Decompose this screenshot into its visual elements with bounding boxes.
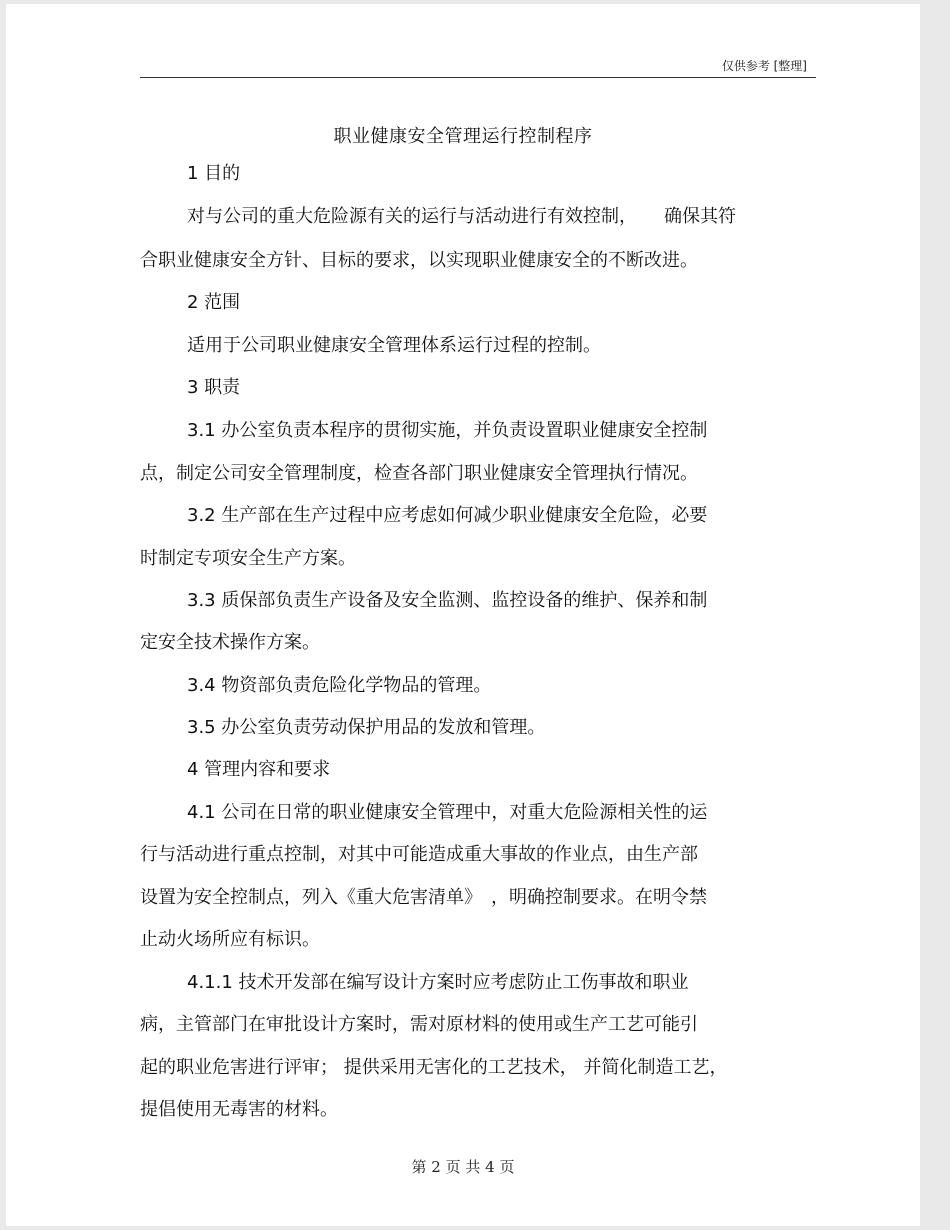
paragraph-line: 时制定专项安全生产方案。 <box>140 548 356 569</box>
paragraph-line: 止动火场所应有标识。 <box>140 929 320 950</box>
paragraph-line: 病，主管部门在审批设计方案时，需对原材料的使用或生产工艺可能引 <box>140 1014 698 1035</box>
paragraph-line: 对与公司的重大危险源有关的运行与活动进行有效控制， 确保其符 <box>187 206 736 227</box>
paragraph-line: 行与活动进行重点控制，对其中可能造成重大事故的作业点，由生产部 <box>140 844 698 865</box>
paragraph-line: 提倡使用无毒害的材料。 <box>140 1099 338 1120</box>
paragraph-line: 定安全技术操作方案。 <box>140 632 320 653</box>
paragraph-line: 3.4 物资部负责危险化学物品的管理。 <box>187 675 492 696</box>
section-heading: 4 管理内容和要求 <box>187 759 331 780</box>
paragraph-line: 3.1 办公室负责本程序的贯彻实施，并负责设置职业健康安全控制 <box>187 420 708 441</box>
paragraph-line: 设置为安全控制点，列入《重大危害清单》 ，明确控制要求。在明令禁 <box>140 887 707 908</box>
paragraph-line: 3.3 质保部负责生产设备及安全监测、监控设备的维护、保养和制 <box>187 590 708 611</box>
header-note: 仅供参考 [整理] <box>721 59 807 73</box>
page-number-footer: 第 2 页 共 4 页 <box>411 1158 515 1176</box>
section-heading: 1 目的 <box>187 163 241 184</box>
section-heading: 3 职责 <box>187 377 241 398</box>
document-page <box>6 4 920 1226</box>
document-title: 职业健康安全管理运行控制程序 <box>333 126 593 147</box>
paragraph-line: 3.5 办公室负责劳动保护用品的发放和管理。 <box>187 717 546 738</box>
header-rule <box>140 77 816 78</box>
paragraph-line: 合职业健康安全方针、目标的要求，以实现职业健康安全的不断改进。 <box>140 250 698 271</box>
paragraph-line: 适用于公司职业健康安全管理体系运行过程的控制。 <box>187 335 601 356</box>
paragraph-line: 4.1.1 技术开发部在编写设计方案时应考虑防止工伤事故和职业 <box>187 972 689 993</box>
paragraph-line: 3.2 生产部在生产过程中应考虑如何减少职业健康安全危险，必要 <box>187 505 708 526</box>
paragraph-line: 起的职业危害进行评审； 提供采用无害化的工艺技术， 并简化制造工艺， <box>140 1057 728 1078</box>
paragraph-line: 点，制定公司安全管理制度，检查各部门职业健康安全管理执行情况。 <box>140 463 698 484</box>
section-heading: 2 范围 <box>187 292 241 313</box>
paragraph-line: 4.1 公司在日常的职业健康安全管理中，对重大危险源相关性的运 <box>187 802 708 823</box>
